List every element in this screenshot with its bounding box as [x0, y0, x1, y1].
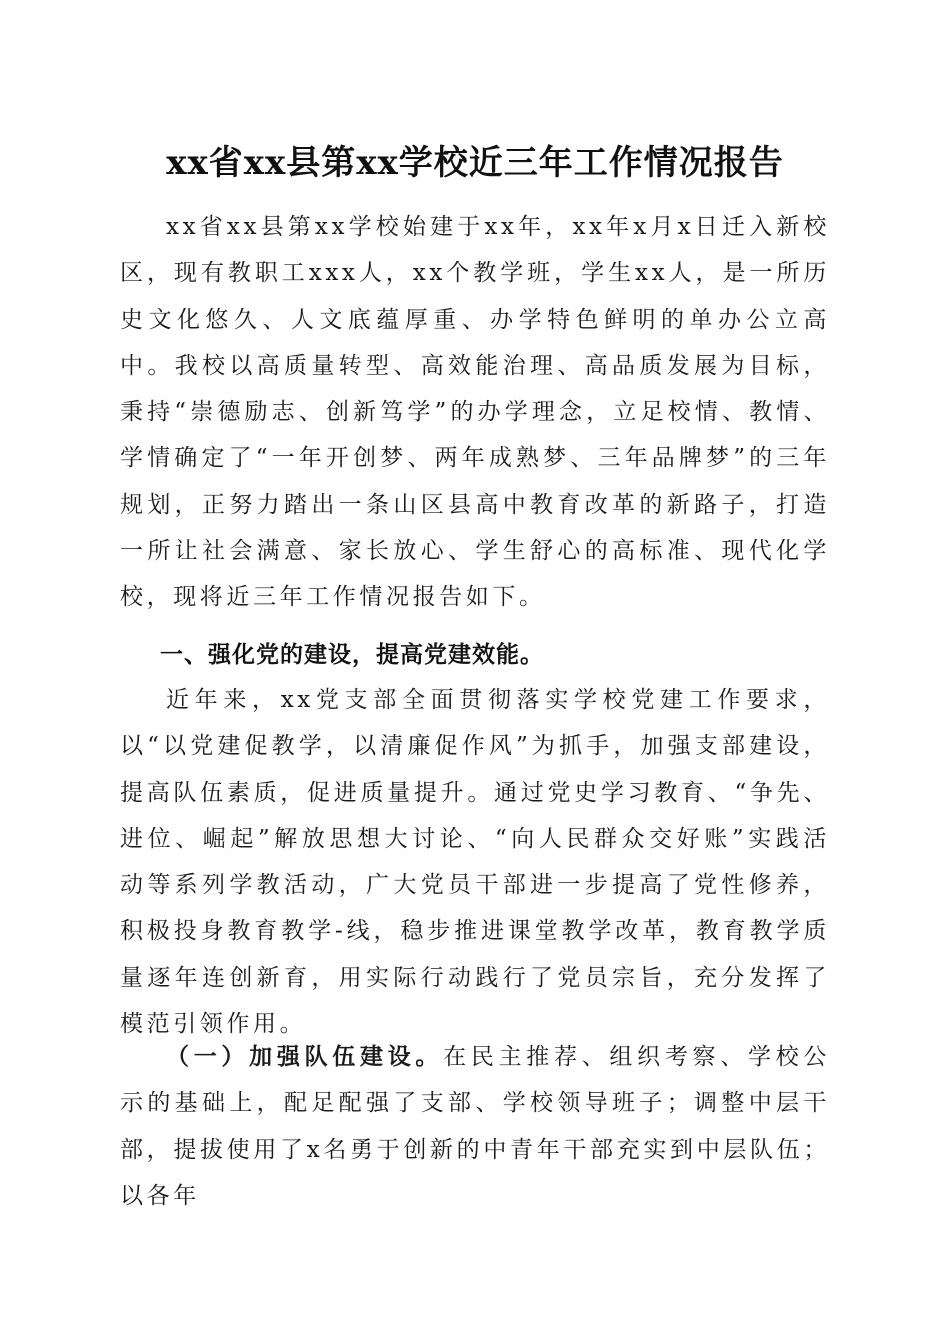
- intro-paragraph: xx省xx县第xx学校始建于xx年，xx年x月x日迁入新校区，现有教职工xxx人，xx个教学班，学生xx人，是一所历史文化悠久、人文底蕴厚重、办学特色鲜明的单办公立高中。我校以高质量转型、高效能治理、高品质发展为目标，秉持“崇德励志、创新笃学”的办学理念，立足校情、教情、学情确定了“一年开创梦、两年成熟梦、三年品牌梦”的三年规划，正努力踏出一条山区县高中教育改革的新路子，打造一所让社会满意、家长放心、学生舒心的高标准、现代化学校，现将近三年工作情况报告如下。: [120, 214, 830, 611]
- document-title: xx省xx县第xx学校近三年工作情况报告: [166, 143, 784, 183]
- section-paragraph: 近年来，xx党支部全面贯彻落实学校党建工作要求，以“以党建促教学，以清廉促作风”为抓手，加强支部建设，提高队伍素质，促进质量提升。通过党史学习教育、“争先、进位、崛起”解放思想大讨论、“向人民群众交好账”实践活动等系列学教活动，广大党员干部进一步提高了党性修养，积极投身教育教学-线，稳步推进课堂教学改革，教育教学质量逐年连创新育，用实际行动践行了党员宗旨，充分发挥了模范引领作用。: [120, 687, 830, 1038]
- subsection-body: 在民主推荐、组织考察、学校公示的基础上，配足配强了支部、学校领导班子；调整中层干部，提拔使用了x名勇于创新的中青年干部充实到中层队伍；以各年: [120, 1044, 831, 1209]
- subsection-paragraph: [120, 1034, 830, 1219]
- subsection-heading: （一）加强队伍建设。: [166, 1044, 444, 1070]
- section-heading: 一、强化党的建设，提高党建效能。: [160, 642, 544, 668]
